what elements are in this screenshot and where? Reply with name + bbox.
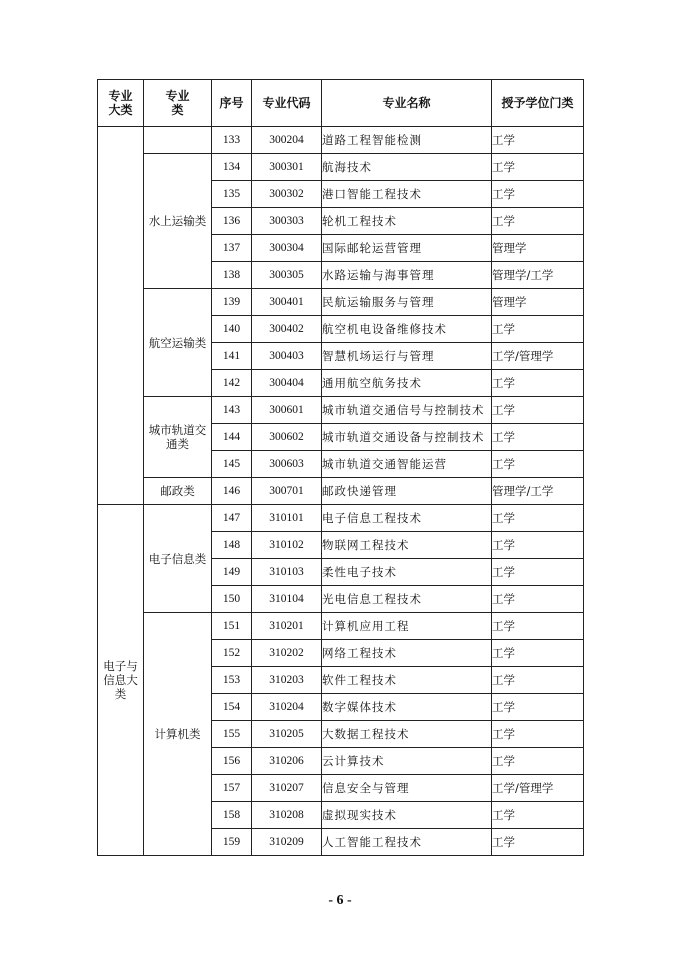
code-cell: 310102	[252, 532, 322, 559]
category-cell-computer: 计算机类	[144, 613, 212, 856]
seq-cell: 148	[212, 532, 252, 559]
degree-cell: 工学	[492, 316, 584, 343]
table-row	[98, 613, 584, 640]
name-cell: 信息安全与管理	[322, 775, 492, 802]
name-cell: 云计算技术	[322, 748, 492, 775]
code-cell: 310201	[252, 613, 322, 640]
degree-cell: 工学	[492, 181, 584, 208]
seq-cell: 140	[212, 316, 252, 343]
seq-cell: 152	[212, 640, 252, 667]
name-cell: 人工智能工程技术	[322, 829, 492, 856]
name-cell: 电子信息工程技术	[322, 505, 492, 532]
name-cell: 通用航空航务技术	[322, 370, 492, 397]
degree-cell: 工学	[492, 154, 584, 181]
name-cell: 轮机工程技术	[322, 208, 492, 235]
table-row	[98, 397, 584, 424]
header-code: 专业代码	[252, 80, 322, 127]
code-cell: 300304	[252, 235, 322, 262]
code-cell: 300602	[252, 424, 322, 451]
seq-cell: 143	[212, 397, 252, 424]
degree-cell: 工学	[492, 694, 584, 721]
seq-cell: 141	[212, 343, 252, 370]
code-cell: 310101	[252, 505, 322, 532]
table-row	[98, 154, 584, 181]
code-cell: 300303	[252, 208, 322, 235]
code-cell: 300204	[252, 127, 322, 154]
big-category-cell-electronics: 电子与 信息大 类	[98, 505, 144, 856]
degree-cell: 工学	[492, 667, 584, 694]
degree-cell: 工学	[492, 532, 584, 559]
table-row	[98, 505, 584, 532]
code-cell: 300601	[252, 397, 322, 424]
degree-cell: 工学	[492, 721, 584, 748]
table-row	[98, 478, 584, 505]
majors-table	[97, 79, 584, 856]
seq-cell: 138	[212, 262, 252, 289]
degree-cell: 工学	[492, 424, 584, 451]
degree-cell: 工学	[492, 802, 584, 829]
seq-cell: 136	[212, 208, 252, 235]
header-degree: 授予学位门类	[492, 80, 584, 127]
name-cell: 光电信息工程技术	[322, 586, 492, 613]
seq-cell: 151	[212, 613, 252, 640]
degree-cell: 工学	[492, 127, 584, 154]
code-cell: 310204	[252, 694, 322, 721]
code-cell: 310208	[252, 802, 322, 829]
name-cell: 大数据工程技术	[322, 721, 492, 748]
seq-cell: 157	[212, 775, 252, 802]
seq-cell: 134	[212, 154, 252, 181]
seq-cell: 156	[212, 748, 252, 775]
code-cell: 310205	[252, 721, 322, 748]
seq-cell: 153	[212, 667, 252, 694]
seq-cell: 159	[212, 829, 252, 856]
degree-cell: 管理学	[492, 235, 584, 262]
degree-cell: 工学	[492, 829, 584, 856]
seq-cell: 135	[212, 181, 252, 208]
name-cell: 港口智能工程技术	[322, 181, 492, 208]
degree-cell: 工学	[492, 397, 584, 424]
degree-cell: 管理学	[492, 289, 584, 316]
name-cell: 柔性电子技术	[322, 559, 492, 586]
degree-cell: 工学	[492, 586, 584, 613]
seq-cell: 150	[212, 586, 252, 613]
seq-cell: 142	[212, 370, 252, 397]
code-cell: 310203	[252, 667, 322, 694]
page-number: - 6 -	[328, 893, 352, 908]
seq-cell: 154	[212, 694, 252, 721]
name-cell: 航海技术	[322, 154, 492, 181]
name-cell: 软件工程技术	[322, 667, 492, 694]
name-cell: 国际邮轮运营管理	[322, 235, 492, 262]
name-cell: 物联网工程技术	[322, 532, 492, 559]
header-name: 专业名称	[322, 80, 492, 127]
degree-cell: 工学/管理学	[492, 775, 584, 802]
code-cell: 310209	[252, 829, 322, 856]
category-cell-road	[144, 127, 212, 154]
seq-cell: 139	[212, 289, 252, 316]
name-cell: 计算机应用工程	[322, 613, 492, 640]
category-cell-postal: 邮政类	[144, 478, 212, 505]
name-cell: 虚拟现实技术	[322, 802, 492, 829]
name-cell: 数字媒体技术	[322, 694, 492, 721]
degree-cell: 管理学/工学	[492, 478, 584, 505]
name-cell: 邮政快递管理	[322, 478, 492, 505]
seq-cell: 158	[212, 802, 252, 829]
name-cell: 水路运输与海事管理	[322, 262, 492, 289]
category-cell-electronic-info: 电子信息类	[144, 505, 212, 613]
header-big-category: 专业 大类	[98, 80, 144, 127]
code-cell: 310202	[252, 640, 322, 667]
degree-cell: 工学	[492, 451, 584, 478]
code-cell: 310103	[252, 559, 322, 586]
code-cell: 310104	[252, 586, 322, 613]
name-cell: 网络工程技术	[322, 640, 492, 667]
table-row	[98, 289, 584, 316]
name-cell: 城市轨道交通设备与控制技术	[322, 424, 492, 451]
seq-cell: 144	[212, 424, 252, 451]
seq-cell: 137	[212, 235, 252, 262]
category-cell-rail: 城市轨道交 通类	[144, 397, 212, 478]
code-cell: 300302	[252, 181, 322, 208]
code-cell: 300305	[252, 262, 322, 289]
code-cell: 300301	[252, 154, 322, 181]
degree-cell: 工学	[492, 370, 584, 397]
code-cell: 300402	[252, 316, 322, 343]
seq-cell: 155	[212, 721, 252, 748]
header-seq: 序号	[212, 80, 252, 127]
table-row	[98, 127, 584, 154]
code-cell: 310206	[252, 748, 322, 775]
degree-cell: 工学	[492, 505, 584, 532]
degree-cell: 工学	[492, 748, 584, 775]
degree-cell: 工学	[492, 613, 584, 640]
seq-cell: 133	[212, 127, 252, 154]
name-cell: 智慧机场运行与管理	[322, 343, 492, 370]
seq-cell: 146	[212, 478, 252, 505]
degree-cell: 工学	[492, 208, 584, 235]
big-category-cell-transport	[98, 127, 144, 505]
name-cell: 城市轨道交通智能运营	[322, 451, 492, 478]
name-cell: 民航运输服务与管理	[322, 289, 492, 316]
code-cell: 310207	[252, 775, 322, 802]
seq-cell: 147	[212, 505, 252, 532]
degree-cell: 工学	[492, 559, 584, 586]
header-category: 专业 类	[144, 80, 212, 127]
name-cell: 航空机电设备维修技术	[322, 316, 492, 343]
degree-cell: 管理学/工学	[492, 262, 584, 289]
name-cell: 城市轨道交通信号与控制技术	[322, 397, 492, 424]
seq-cell: 149	[212, 559, 252, 586]
code-cell: 300404	[252, 370, 322, 397]
code-cell: 300403	[252, 343, 322, 370]
category-cell-air: 航空运输类	[144, 289, 212, 397]
seq-cell: 145	[212, 451, 252, 478]
code-cell: 300701	[252, 478, 322, 505]
degree-cell: 工学/管理学	[492, 343, 584, 370]
table-header-row	[98, 80, 584, 127]
name-cell: 道路工程智能检测	[322, 127, 492, 154]
code-cell: 300401	[252, 289, 322, 316]
code-cell: 300603	[252, 451, 322, 478]
degree-cell: 工学	[492, 640, 584, 667]
category-cell-water: 水上运输类	[144, 154, 212, 289]
